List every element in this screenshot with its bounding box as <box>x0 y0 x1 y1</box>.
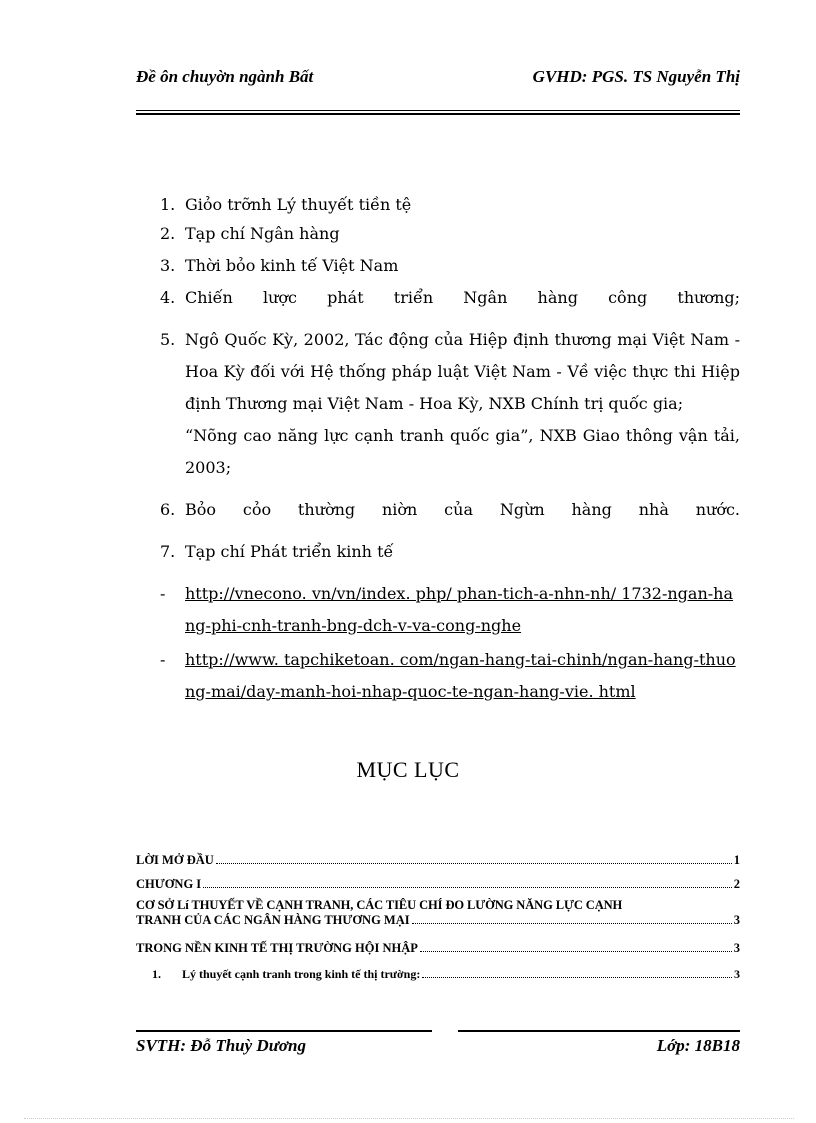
reference-text: Thời bỏo kinh tế Việt Nam <box>185 256 399 275</box>
reference-number: 1. <box>160 195 176 214</box>
toc-entry-page: 1 <box>733 853 740 867</box>
reference-link[interactable]: http://www. tapchiketoan. com/ngan-hang-tai-chinh/ngan-hang-thuong-mai/day-manh-hoi-nhap-quoc-te-ngan-hang-vie. html <box>185 650 736 701</box>
reference-item <box>136 578 740 642</box>
toc-title: MỤC LỤC <box>356 757 460 782</box>
toc-entry-label: TRONG NỀN KINH TẾ THỊ TRƯỜNG HỘI NHẬP <box>136 941 418 955</box>
footer-right-text: Lớp: 18B18 <box>656 1036 740 1055</box>
reference-item <box>136 192 740 218</box>
reference-number: 6. <box>160 500 176 519</box>
reference-item <box>136 250 740 282</box>
toc-entry-page: 3 <box>733 913 740 927</box>
header-rule-thin <box>136 110 740 111</box>
toc-entry-label: CHƯƠNG I <box>136 877 202 891</box>
toc-entry-page: 2 <box>733 877 740 891</box>
toc-leader <box>203 887 732 888</box>
toc-entry-number: 1. <box>152 967 161 981</box>
toc-entry[interactable] <box>136 846 740 868</box>
reference-text: Giỏo trỡnh Lý thuyết tiền tệ <box>185 195 412 214</box>
toc-entry[interactable] <box>136 868 740 892</box>
reference-text: Tạp chí Phát triển kinh tế <box>185 542 394 561</box>
toc-entry[interactable] <box>136 932 740 956</box>
reference-number: 5. <box>160 330 176 349</box>
header-left-text: Đề ôn chuyờn ngành Bất <box>136 67 314 86</box>
reference-number: - <box>160 584 166 603</box>
reference-number: 7. <box>160 542 176 561</box>
toc-entry-label: Lý thuyết cạnh tranh trong kinh tế thị trường: <box>182 967 421 981</box>
toc-entry-label: LỜI MỞ ĐẦU <box>136 853 214 867</box>
page-bottom-border <box>24 1118 794 1119</box>
header-right-text: GVHD: PGS. TS Nguyễn Thị <box>532 67 740 86</box>
toc-entry-page: 3 <box>734 967 740 981</box>
table-of-contents <box>136 846 740 982</box>
reference-number: 2. <box>160 224 176 243</box>
footer-rule-left <box>136 1030 432 1032</box>
reference-item <box>136 282 740 314</box>
toc-leader <box>412 923 732 924</box>
reference-text: Ngô Quốc Kỳ, 2002, Tác động của Hiệp định thương mại Việt Nam - Hoa Kỳ đối với Hệ thống pháp luật Việt Nam - Về việc thực thi Hiệp định Thương mại Việt Nam - Hoa Kỳ, NXB Chính trị quốc gia; <box>185 330 740 413</box>
toc-leader <box>216 863 732 864</box>
reference-number: 3. <box>160 256 176 275</box>
reference-text: Chiến lược phát triển Ngân hàng công thương; <box>185 288 740 307</box>
toc-leader <box>422 977 732 978</box>
toc-entry-label-continued: TRANH CỦA CÁC NGÂN HÀNG THƯƠNG MẠI <box>136 913 410 927</box>
reference-text: Tạp chí Ngân hàng <box>185 224 340 243</box>
reference-list <box>136 192 740 708</box>
reference-item <box>136 494 740 526</box>
toc-entry-label: CƠ SỞ Lí THUYẾT VỀ CẠNH TRANH, CÁC TIÊU CHÍ ĐO LƯỜNG NĂNG LỰC CẠNH <box>136 898 623 912</box>
toc-entry[interactable] <box>136 898 740 928</box>
reference-item <box>136 536 740 568</box>
footer-rule-right <box>458 1030 740 1032</box>
footer-left-text: SVTH: Đỗ Thuỳ Dương <box>136 1036 306 1055</box>
reference-number: 4. <box>160 288 176 307</box>
toc-entry-page: 3 <box>733 941 740 955</box>
reference-text-continued: “Nõng cao năng lực cạnh tranh quốc gia”, NXB Giao thông vận tải, 2003; <box>185 426 740 477</box>
reference-link[interactable]: http://vnecono. vn/vn/index. php/ phan-tich-a-nhn-nh/ 1732-ngan-hang-phi-cnh-tranh-bng-dch-v-va-cong-nghe <box>185 584 734 635</box>
reference-text: Bỏo cỏo thường niờn của Ngừn hàng nhà nước. <box>185 500 740 519</box>
header-rule-thick <box>136 113 740 115</box>
toc-leader <box>420 951 732 952</box>
reference-number: - <box>160 650 166 669</box>
reference-item <box>136 644 740 708</box>
reference-item <box>136 324 740 484</box>
toc-entry[interactable] <box>136 956 740 982</box>
reference-item <box>136 218 740 250</box>
